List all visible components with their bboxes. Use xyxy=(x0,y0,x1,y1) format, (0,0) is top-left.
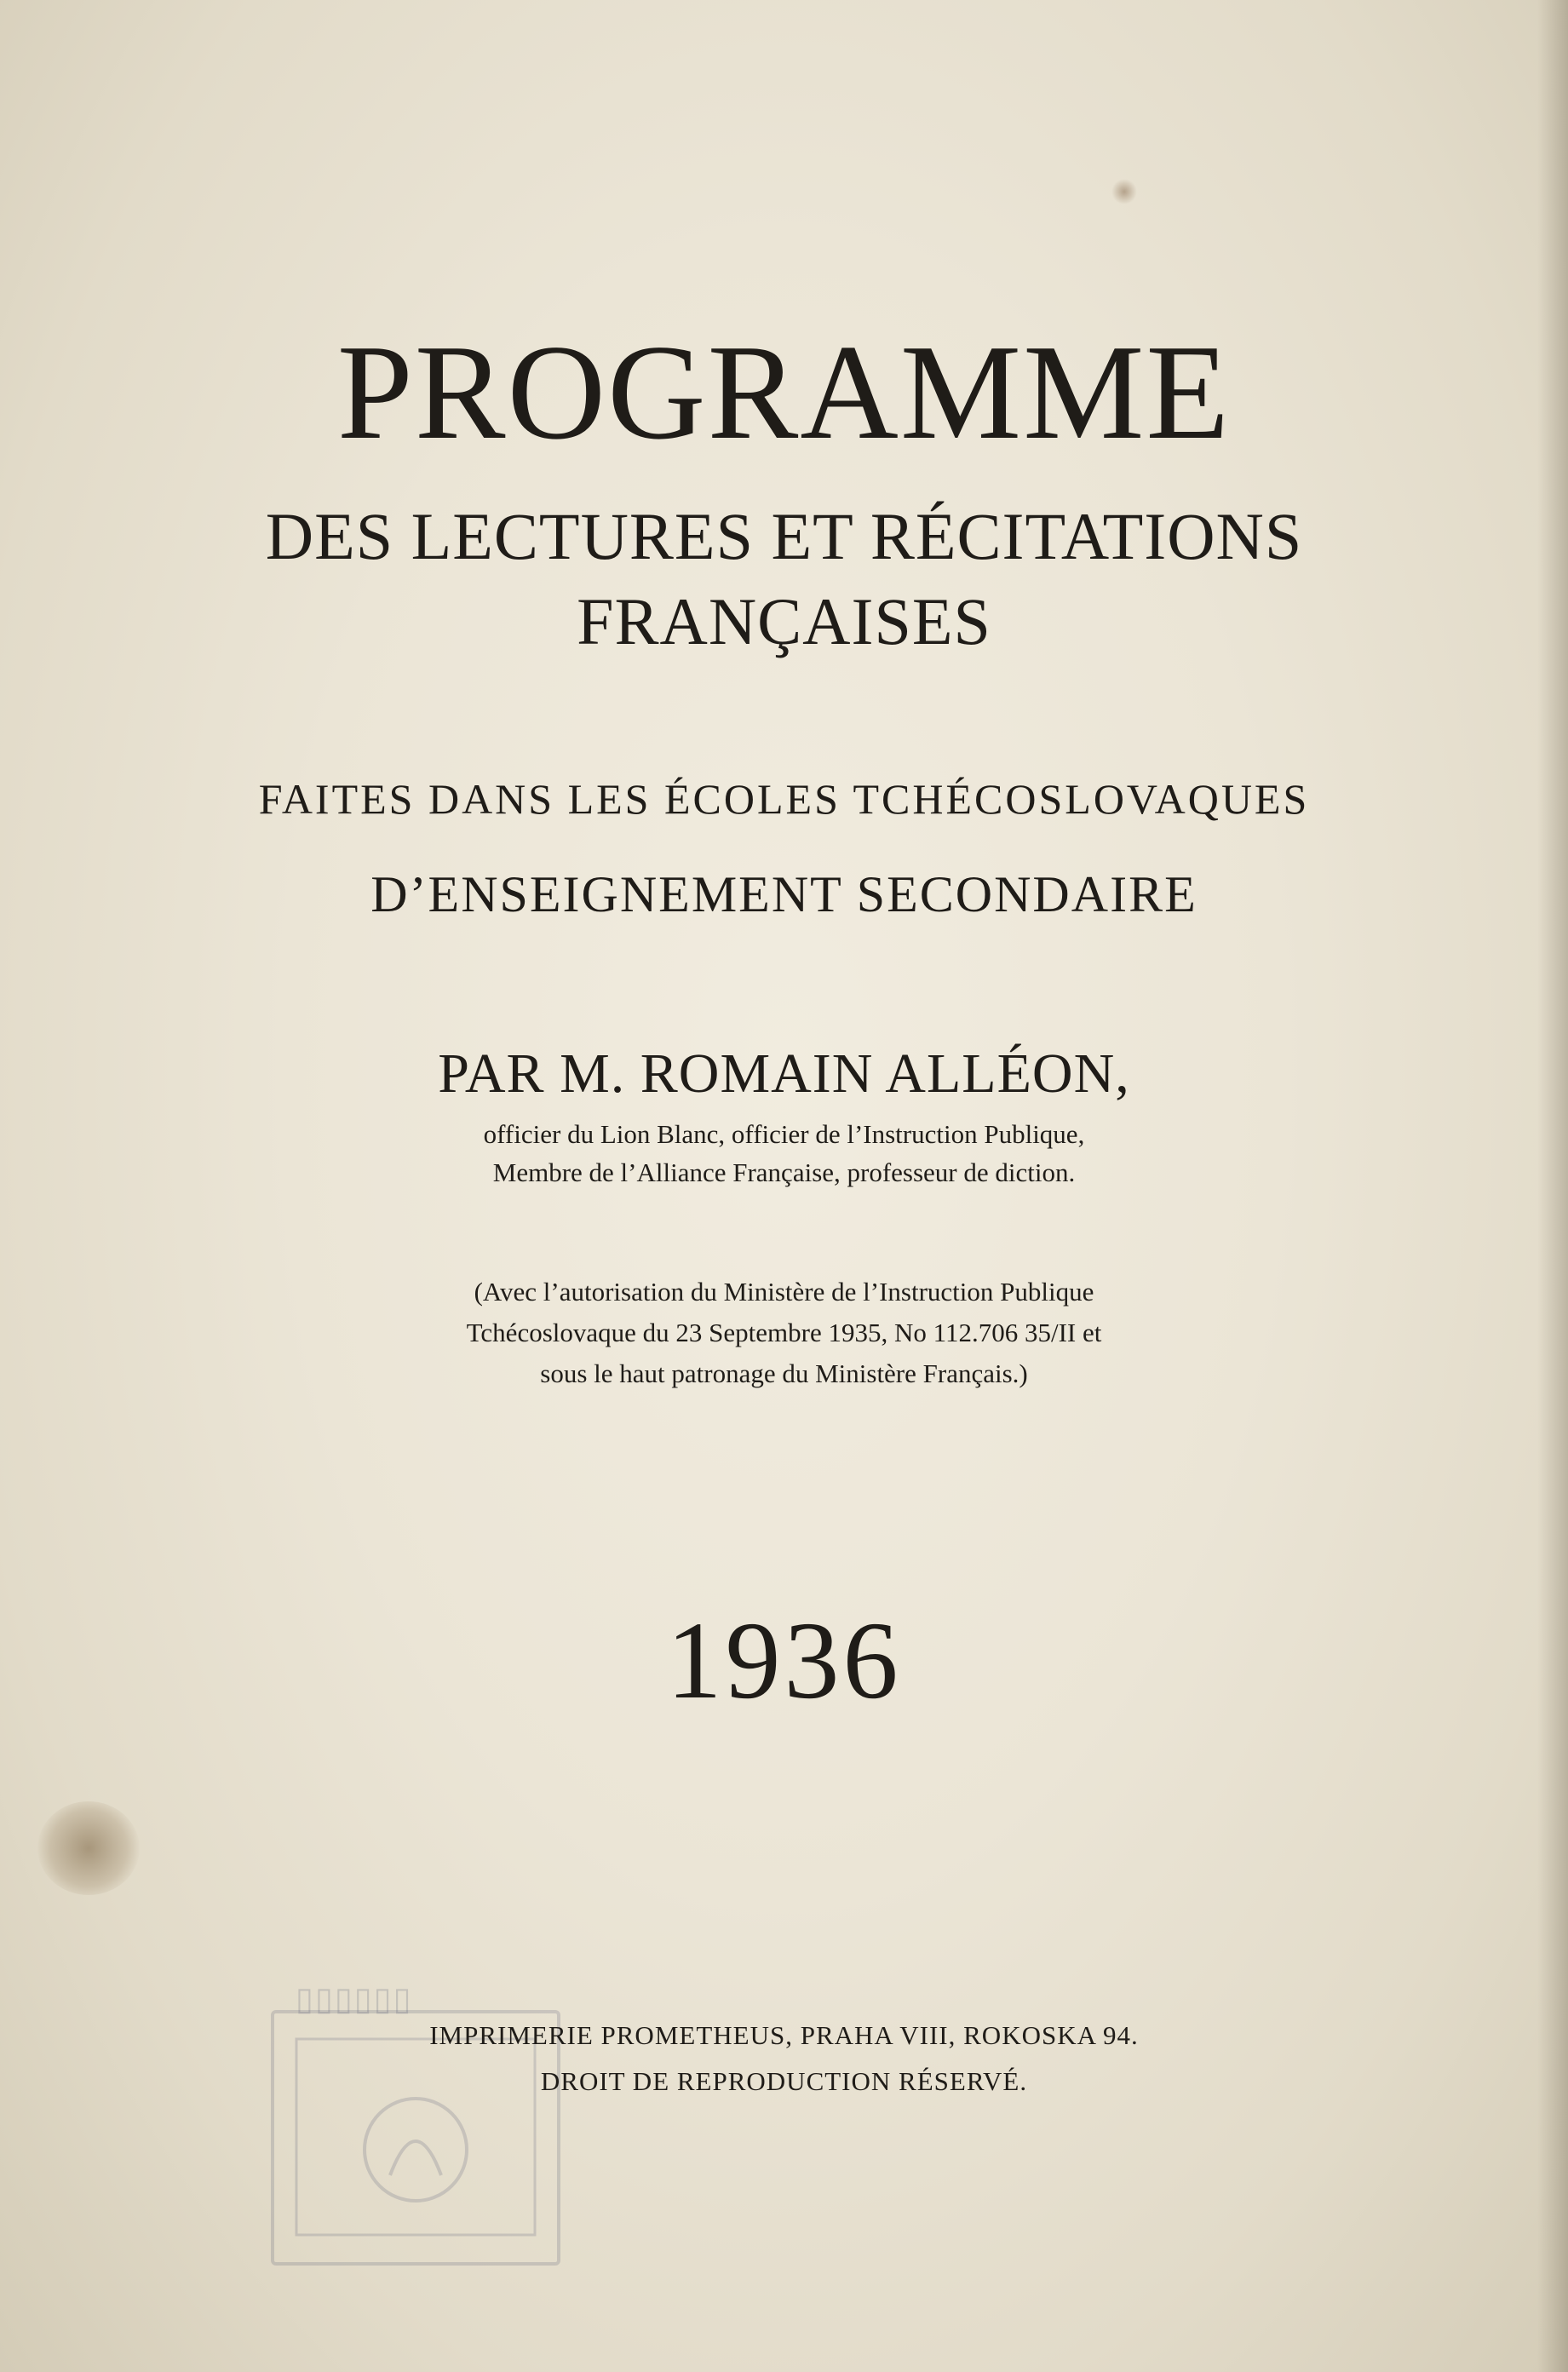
imprint-line-1: IMPRIMERIE PROMETHEUS, PRAHA VIII, ROKOSKA 94. xyxy=(429,2020,1139,2050)
authorization-line-2: Tchécoslovaque du 23 Septembre 1935, No 112.706 35/II et xyxy=(466,1318,1102,1347)
publication-year: 1936 xyxy=(666,1600,902,1722)
library-stamp-faint-text: ▯▯▯▯▯▯ xyxy=(294,1985,411,2021)
paper-spot xyxy=(1111,179,1137,204)
document-title: PROGRAMME xyxy=(336,316,1232,468)
stamp-lion-emblem-icon xyxy=(288,2030,543,2243)
paper-stain xyxy=(37,1801,140,1895)
authorization-line-3: sous le haut patronage du Ministère Français.) xyxy=(540,1358,1028,1388)
authorization-line-1: (Avec l’autorisation du Ministère de l’Instruction Publique xyxy=(474,1277,1094,1307)
subtitle-line-1: DES LECTURES ET RÉCITATIONS xyxy=(265,499,1303,573)
author-name: PAR M. ROMAIN ALLÉON, xyxy=(438,1042,1130,1105)
author-title-line-1: officier du Lion Blanc, officier de l’Instruction Publique, xyxy=(483,1119,1085,1149)
subtitle-line-3: FAITES DANS LES ÉCOLES TCHÉCOSLOVAQUES xyxy=(258,775,1310,823)
author-title-line-2: Membre de l’Alliance Française, professeur de diction. xyxy=(492,1157,1076,1187)
subtitle-line-4: D’ENSEIGNEMENT SECONDAIRE xyxy=(370,866,1198,922)
subtitle-line-2: FRANÇAISES xyxy=(577,584,991,658)
imprint-line-2: DROIT DE REPRODUCTION RÉSERVÉ. xyxy=(540,2066,1028,2096)
